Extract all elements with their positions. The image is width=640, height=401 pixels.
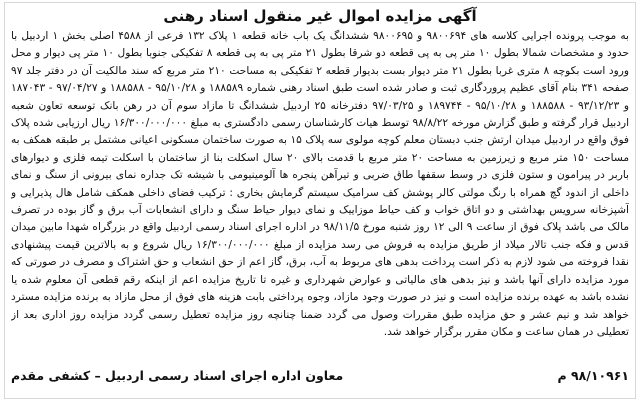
notice-body: به موجب پرونده اجرایی کلاسه های ۹۸۰۰۶۹۴ و ۹۸۰۰۶۹۵ ششدانگ یک باب خانه قطعه ۱ پلاک ۱۳۲ فرعی از ۴۵۸۸ اصلی بخش ۱ اردبیل با حدود و مشخصات شمالا بطول ۱۰ متر پی به پی قطعه دو شرقا بطول ۲۱ متر پی به پی قطعه ۸ تفکیکی جنوبا بطول ۱۰ متر پی دیوار و محل ورود است بکوچه ۸ متری غربا بطول ۲۱ متر دیوار بست بدیوار قطعه ۲ تفکیکی به مساحت ۲۱۰ متر مربع که سند مالکیت آن در دفتر جلد ۹۷ صفحه ۳۴۱ بنام آقای عظیم پروردگاری ثبت و صادر شده است طبق اسناد رهنی شماره ۱۸۸۵۸۹ و ۹۵/۱۰/۲۸ - ۱۸۸۵۸۸ و ۹۷/۰۴/۲۷ - ۱۸۷۰۴۳ و ۹۳/۱۲/۲۳ - ۱۸۸۵۸۸ و ۹۵/۱۰/۲۸ - ۱۸۹۷۴۴ و ۹۷/۰۳/۲۵ دفترخانه ۲۵ اردبیل ششدانگ تا مازاد سوم آن در رهن بانک توسعه تعاون شعبه اردبیل قرار گرفته و طبق گزارش مورخه ۹۸/۸/۲۲ توسط هیات کارشناسان رسمی دادگستری به مبلغ ۱۶/۳۰۰/۰۰۰/۰۰۰ ریال ارزیابی شده پلاک فوق واقع در اردبیل میدان ارتش جنب دبستان معلم کوچه مولوی سه پلاک ۱۵ به صورت ساختمان مسکونی اعیانی مشتمل بر طبقه همکف به مساحت ۱۵۰ متر مربع و زیرزمین به مساحت ۲۰ متر مربع با قدمت بالای ۲۰ سال اسکلت بنا از ساختمان با اسکلت تیمه فلزی و دیوارهای باربر در پیرامون و ستون فلزی در وسط سقفها طاق ضربی و تیرآهن پنجره ها آلومینیومی با شیشه تک جداره نمای بیرونی از سنگ و نمای داخلی از اندود گچ همراه با رنگ مولتی کالر پوشش کف سرامیک سیستم گرمایش بخاری : ترکیب فضای داخلی همکف شامل هال پذیرایی و آشپزخانه سرویس بهداشتی و دو اتاق خواب و کف حیاط موزاییک و نمای دیوار حیاط سنگ و دارای انشعابات آب برق و گاز بوده در تصرف مالک می باشد پلاک فوق از ساعت ۹ الی ۱۲ روز شنبه مورخ ۹۸/۱۱/۵ در اداره اجرای اسناد رسمی اردبیل واقع در بزرگراه شهدا مابین میدان قدس و فکه جنب تالار میلاد از طریق مزایده به فروش می رسد مزایده از مبلغ ۱۶/۳۰۰/۰۰۰/۰۰۰ ریال شروع و به بالاترین قیمت پیشنهادی نقدا فروخته می شود لازم به ذکر است پرداخت بدهی های مربوط به آب، برق، گاز اعم از حق انشعاب و حق اشتراک و مصرف در صورتی که مورد مزایده دارای آنها باشد و نیز بدهی های مالیاتی و عوارض شهرداری و غیره تا تاریخ مزایده اعم از اینکه رقم قطعی آن معلوم شده یا نشده باشد به عهده برنده مزایده است و نیز در صورت وجود مازاد، وجوه پرداختی بابت هزینه های فوق از محل مازاد به برنده مزایده مسترد خواهد شد و نیم عشر و حق مزایده طبق مقررات وصول می گردد ضمنا چنانچه روز مزایده تعطیل رسمی گردد مزایده روز اداری بعد از تعطیلی در همان ساعت و مکان مقرر برگزار خواهد شد. [11, 30, 629, 338]
reference-number: ۹۸/۱۰۹۶۱ م [557, 368, 629, 383]
legal-notice [4, 2, 636, 399]
notice-title: آگهی مزایده اموال غیر منقول اسناد رهنی [163, 7, 477, 25]
footer-row [11, 369, 629, 383]
signature-line: معاون اداره اجرای اسناد رسمی اردبیل – کشفی مقدم [11, 368, 344, 383]
notice-footer [11, 369, 629, 383]
